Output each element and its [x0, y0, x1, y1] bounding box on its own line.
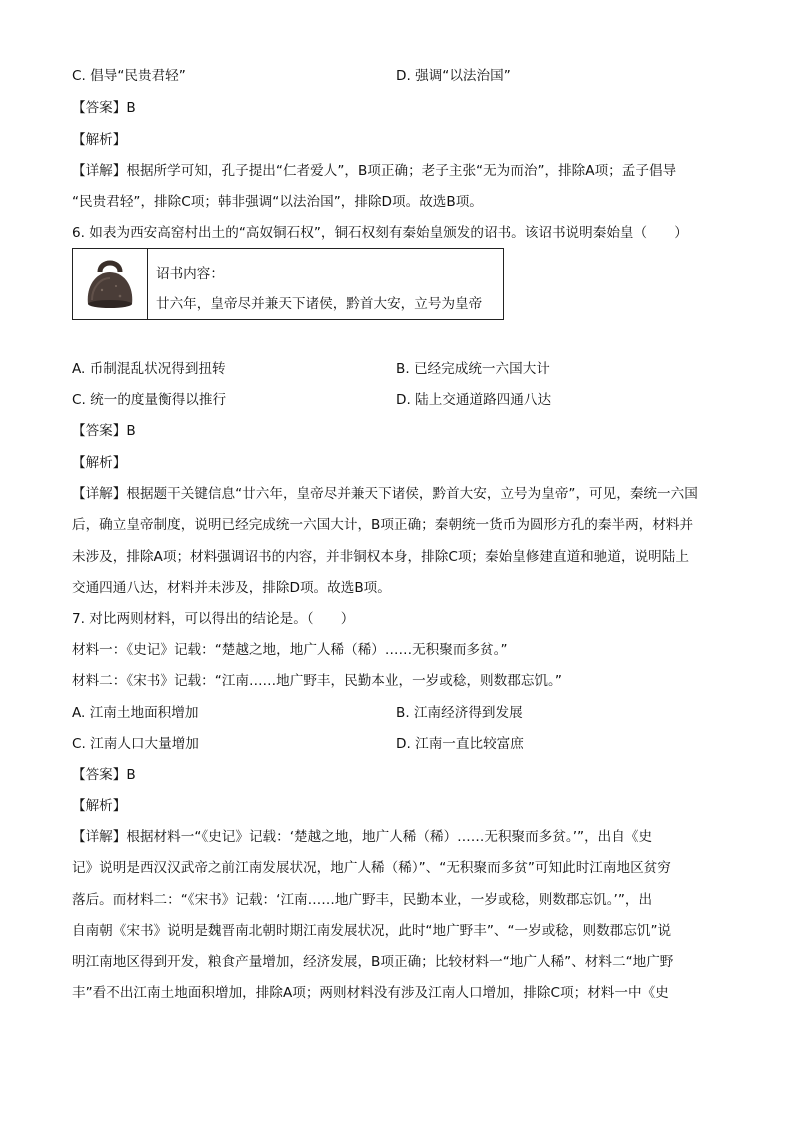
q6-table-content: 廿六年，皇帝尽并兼天下诸侯，黔首大安，立号为皇帝 — [156, 296, 483, 312]
q7-answer: 【答案】B — [72, 767, 136, 783]
q6-detail-line: 后，确立皇帝制度，说明已经完成统一六国大计，B项正确；秦朝统一货币为圆形方孔的秦半两，材料并 — [72, 517, 694, 533]
q7-detail-line: 【详解】根据材料一“《史记》记载：‘楚越之地，地广人稀（稀）……无积聚而多贫。’”，出自《史 — [72, 829, 653, 845]
q7-detail-line: 落后。而材料二：“《宋书》记载：‘江南……地广野丰，民勤本业，一岁或稔，则数郡忘饥。’”，出 — [72, 892, 653, 908]
q6-option-row — [72, 359, 550, 379]
q6-stem: 6. 如表为西安高窑村出土的“高奴铜石权”，铜石权刻有秦始皇颁发的诏书。该诏书说明秦始皇（ ） — [72, 225, 688, 241]
q6-option-d: D. 陆上交通道路四通八达 — [396, 392, 552, 408]
q6-detail-line: 未涉及，排除A项；材料强调诏书的内容，并非铜权本身，排除C项；秦始皇修建直道和驰道，说明陆上 — [72, 549, 689, 565]
q7-option-b: B. 江南经济得到发展 — [396, 705, 523, 721]
q7-detail-line: 明江南地区得到开发，粮食产量增加，经济发展，B项正确；比较材料一“地广人稀”、材料二“地广野 — [72, 954, 674, 970]
q5-answer: 【答案】B — [72, 100, 136, 116]
q7-analysis: 【解析】 — [72, 798, 127, 814]
q6-option-a: A. 币制混乱状况得到扭转 — [72, 361, 226, 377]
q5-detail-line: 【详解】根据所学可知，孔子提出“仁者爱人”，B项正确；老子主张“无为而治”，排除A项；孟子倡导 — [72, 163, 677, 179]
q7-option-a: A. 江南土地面积增加 — [72, 705, 199, 721]
q7-option-c: C. 江南人口大量增加 — [72, 736, 199, 752]
q6-table — [72, 248, 504, 320]
q5-option-c: C. 倡导“民贵君轻” — [72, 68, 186, 84]
q7-detail-line: 记》说明是西汉汉武帝之前江南发展状况，地广人稀（稀）”、“无积聚而多贫”可知此时江南地区贫穷 — [72, 860, 671, 876]
q7-material-1: 材料一：《史记》记载：“楚越之地，地广人稀（稀）……无积聚而多贫。” — [72, 642, 508, 658]
q5-option-row — [72, 66, 511, 86]
q7-option-row — [72, 703, 523, 723]
q6-detail-line: 交通四通八达，材料并未涉及，排除D项。故选B项。 — [72, 580, 391, 596]
q7-material-2: 材料二：《宋书》记载：“江南……地广野丰，民勤本业，一岁或稔，则数郡忘饥。” — [72, 673, 562, 689]
q6-option-c: C. 统一的度量衡得以推行 — [72, 392, 227, 408]
bronze-weight-image — [78, 256, 142, 312]
q5-detail-line: “民贵君轻”，排除C项；韩非强调“以法治国”，排除D项。故选B项。 — [72, 194, 483, 210]
q6-table-label: 诏书内容： — [156, 266, 224, 282]
q6-answer: 【答案】B — [72, 423, 136, 439]
q6-image-cell — [73, 249, 148, 319]
q7-option-d: D. 江南一直比较富庶 — [396, 736, 524, 752]
q7-detail-line: 自南朝《宋书》说明是魏晋南北朝时期江南发展状况，此时“地广野丰”、“一岁或稔，则数郡忘饥”说 — [72, 923, 672, 939]
q6-option-row — [72, 390, 552, 410]
q7-detail-line: 丰”看不出江南土地面积增加，排除A项；两则材料没有涉及江南人口增加，排除C项；材料一中《史 — [72, 985, 669, 1001]
q7-option-row — [72, 734, 524, 754]
q6-text-cell — [148, 249, 503, 319]
q6-option-b: B. 已经完成统一六国大计 — [396, 361, 550, 377]
q6-detail-line: 【详解】根据题干关键信息“廿六年，皇帝尽并兼天下诸侯，黔首大安，立号为皇帝”，可见，秦统一六国 — [72, 486, 698, 502]
q5-option-d: D. 强调“以法治国” — [396, 68, 511, 84]
q5-analysis: 【解析】 — [72, 132, 127, 148]
q6-analysis: 【解析】 — [72, 455, 127, 471]
q7-stem: 7. 对比两则材料，可以得出的结论是。（ ） — [72, 611, 355, 627]
